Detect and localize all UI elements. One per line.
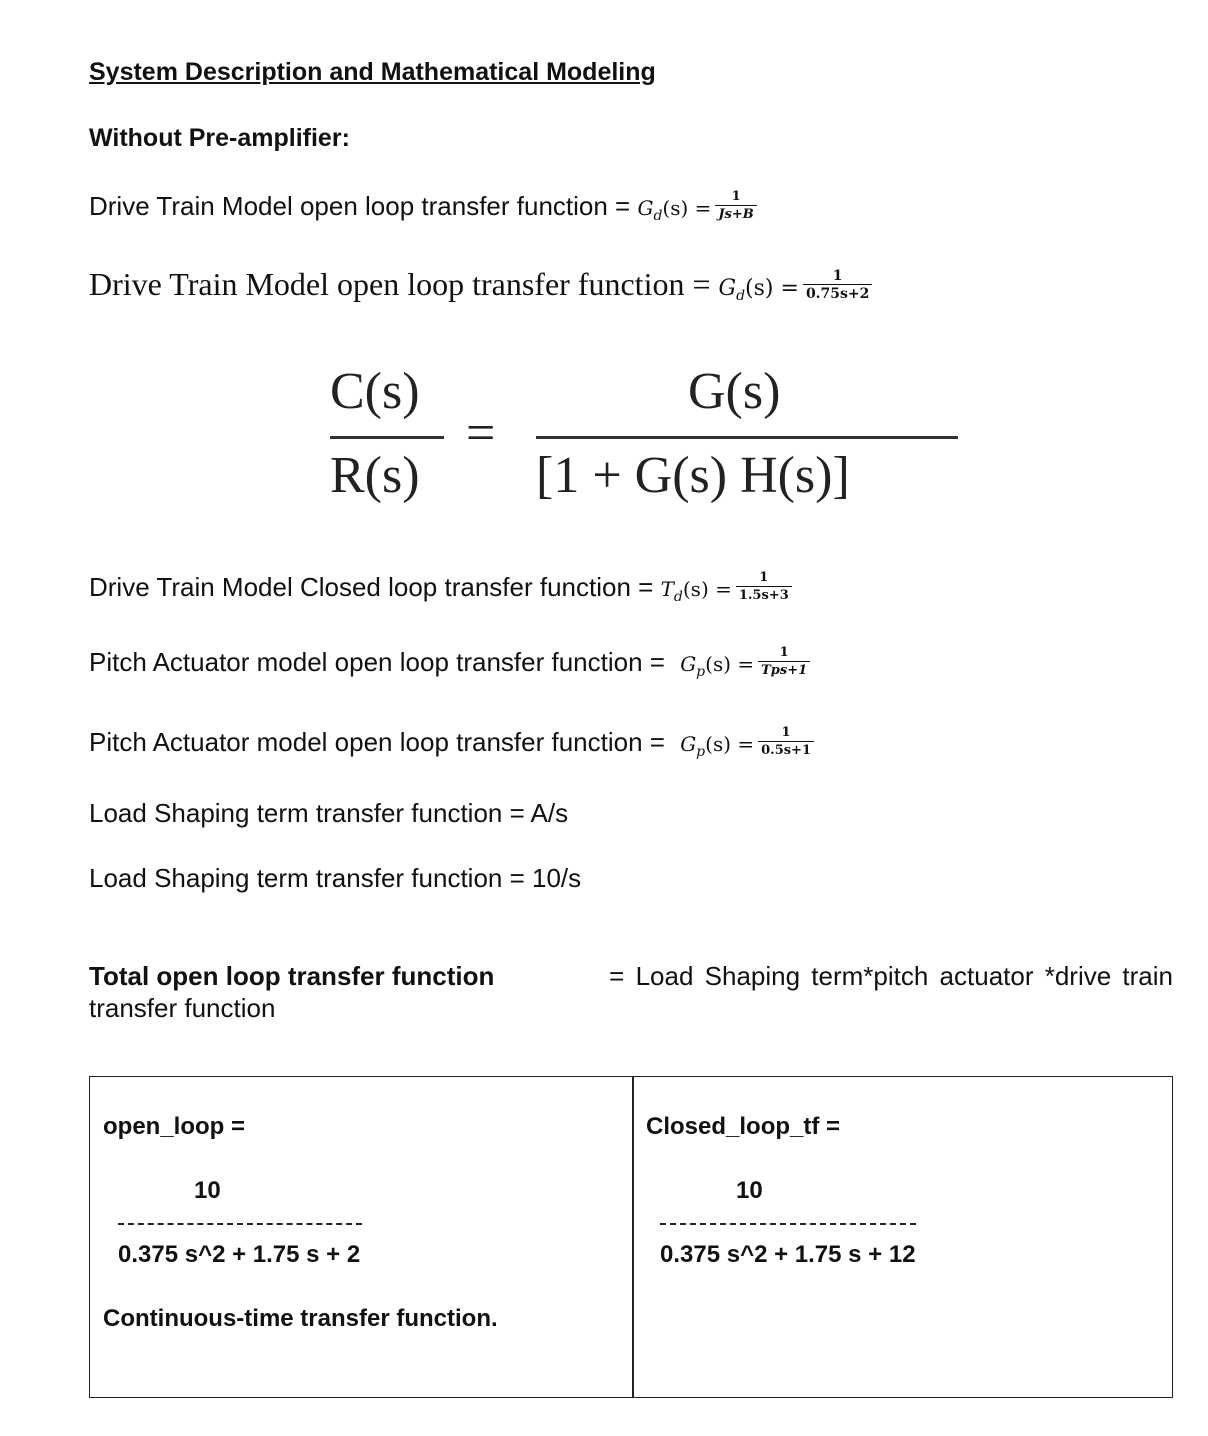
function-symbol: G [680,732,697,756]
closed-loop-dash [660,1223,916,1225]
pitch-actuator-open-loop-line [89,647,810,680]
fraction-numerator: 1 [759,570,769,586]
fraction-numerator: 1 [832,267,843,284]
function-arg: (s) = [705,652,755,676]
function-arg: (s) = [682,577,732,601]
formula-rhs-denominator: [1 + G(s) H(s)] [536,447,850,504]
open-loop-denominator: 0.375 s^2 + 1.75 s + 2 [118,1241,361,1268]
fraction-denominator: Tps+1 [761,662,808,678]
function-subscript: d [653,208,663,224]
open-loop-dash [118,1223,362,1225]
pitch-actuator-open-loop-line-values [89,727,814,760]
drive-train-open-loop-line [89,191,757,224]
load-shaping-line-values: Load Shaping term transfer function = 10/s [89,863,582,893]
open-loop-title: open_loop = [103,1113,246,1140]
line-text: Pitch Actuator model open loop transfer function = [89,647,673,677]
open-loop-numerator: 10 [194,1177,221,1204]
closed-loop-numerator: 10 [736,1177,763,1204]
function-arg: (s) = [745,276,799,301]
page-title: System Description and Mathematical Modeling [89,58,656,86]
function-symbol: G [718,276,737,301]
formula-rhs-numerator: G(s) [688,363,781,420]
total-open-loop-rest-line2: transfer function [89,993,276,1023]
drive-train-open-loop-line-values [89,266,872,305]
total-open-loop-rest: = Load Shaping term*pitch actuator *drive train [597,961,1173,991]
fraction-numerator: 1 [731,189,741,205]
fraction-denominator: 0.5s+1 [761,742,811,758]
function-subscript: p [696,664,706,680]
transfer-function-table [89,1076,1173,1398]
function-symbol: G [680,652,697,676]
fraction-denominator: 1.5s+3 [738,587,789,603]
fraction-numerator: 1 [779,645,789,661]
function-subscript: d [673,589,683,605]
total-open-loop-bold: Total open loop transfer function [89,961,495,991]
open-loop-note: Continuous-time transfer function. [103,1305,498,1332]
function-subscript: d [736,288,746,304]
line-text: Drive Train Model open loop transfer function = [89,191,638,221]
function-subscript: p [696,744,706,760]
function-arg: (s) = [662,196,712,220]
line-text: Drive Train Model Closed loop transfer function = [89,572,661,602]
line-text: Pitch Actuator model open loop transfer function = [89,727,673,757]
line-text: Drive Train Model open loop transfer function = [89,266,719,302]
formula-rhs-bar [536,436,958,439]
section-subheading: Without Pre-amplifier: [89,124,350,152]
fraction-numerator: 1 [781,725,791,741]
formula-equals: = [466,405,496,462]
formula-lhs-numerator: C(s) [330,363,420,420]
formula-lhs-denominator: R(s) [330,447,420,504]
function-symbol: G [637,196,654,220]
formula-lhs-bar [330,436,444,439]
fraction-denominator: Js+B [718,206,754,222]
load-shaping-line: Load Shaping term transfer function = A/s [89,798,569,828]
function-arg: (s) = [705,732,755,756]
table-divider [632,1077,634,1397]
fraction-denominator: 0.75s+2 [805,286,870,303]
total-open-loop-paragraph [89,960,1173,1024]
closed-loop-title: Closed_loop_tf = [646,1113,841,1140]
function-symbol: T [660,577,674,601]
drive-train-closed-loop-line [89,572,792,605]
closed-loop-denominator: 0.375 s^2 + 1.75 s + 12 [660,1241,916,1268]
